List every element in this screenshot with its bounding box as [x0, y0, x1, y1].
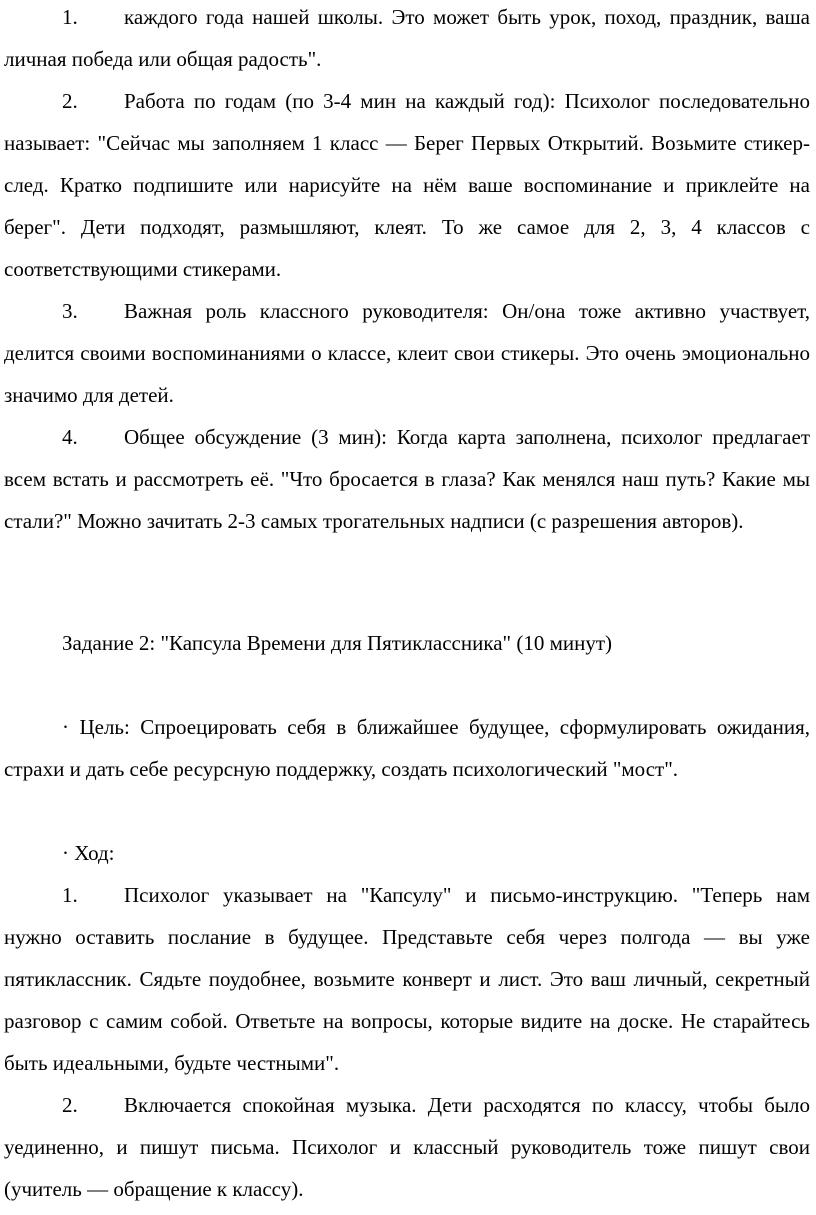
- list-item-text: Общее обсуждение (3 мин): Когда карта заполнена, психолог предлагает всем встать и рассмотреть её. "Что бросается в глаза? Как менялся наш путь? Какие мы стали?" Можно зачитать 2-3 самых трогательных надписи (с разрешения авторов).: [4, 425, 810, 533]
- list-number: 1.: [62, 5, 78, 29]
- list-item-text: Важная роль классного руководителя: Он/она тоже активно участвует, делится своими воспоминаниями о классе, клеит свои стикеры. Это очень эмоционально значимо для детей.: [4, 299, 810, 407]
- list-item-1: [4, 0, 810, 80]
- list-item-text: Работа по годам (по 3-4 мин на каждый год): Психолог последовательно называет: "Сейчас мы заполняем 1 класс — Берег Первых Открытий. Возьмите стикер-след. Кратко подпишите или нарисуйте на нём ваше воспоминание и приклейте на берег". Дети подходят, размышляют, клеят. То же самое для 2, 3, 4 классов с соответствующими стикерами.: [4, 89, 810, 281]
- list-number: 4.: [62, 425, 78, 449]
- step-item-1: [4, 874, 810, 1084]
- list-item-4: [4, 416, 810, 542]
- list-number: 2.: [62, 1093, 78, 1117]
- course-label: · Ход:: [62, 841, 115, 865]
- list-item-text: Включается спокойная музыка. Дети расходятся по классу, чтобы было уединенно, и пишут письма. Психолог и классный руководитель тоже пишут свои (учитель — обращение к классу).: [4, 1093, 810, 1201]
- list-number: 2.: [62, 89, 78, 113]
- list-number: 1.: [62, 883, 78, 907]
- list-item-text: каждого года нашей школы. Это может быть урок, поход, праздник, ваша личная победа или общая радость".: [4, 5, 810, 71]
- step-item-2: [4, 1084, 810, 1210]
- task-heading: Задание 2: "Капсула Времени для Пятиклассника" (10 минут): [62, 631, 613, 655]
- goal-paragraph: · Цель: Спроецировать себя в ближайшее будущее, сформулировать ожидания, страхи и дать себе ресурсную поддержку, создать психологический "мост".: [4, 715, 810, 781]
- list-item-3: [4, 290, 810, 416]
- list-item-text: Психолог указывает на "Капсулу" и письмо-инструкцию. "Теперь нам нужно оставить послание в будущее. Представьте себя через полгода — вы уже пятиклассник. Сядьте поудобнее, возьмите конверт и лист. Это ваш личный, секретный разговор с самим собой. Ответьте на вопросы, которые видите на доске. Не старайтесь быть идеальными, будьте честными".: [4, 883, 810, 1075]
- list-item-2: [4, 80, 810, 290]
- list-number: 3.: [62, 299, 78, 323]
